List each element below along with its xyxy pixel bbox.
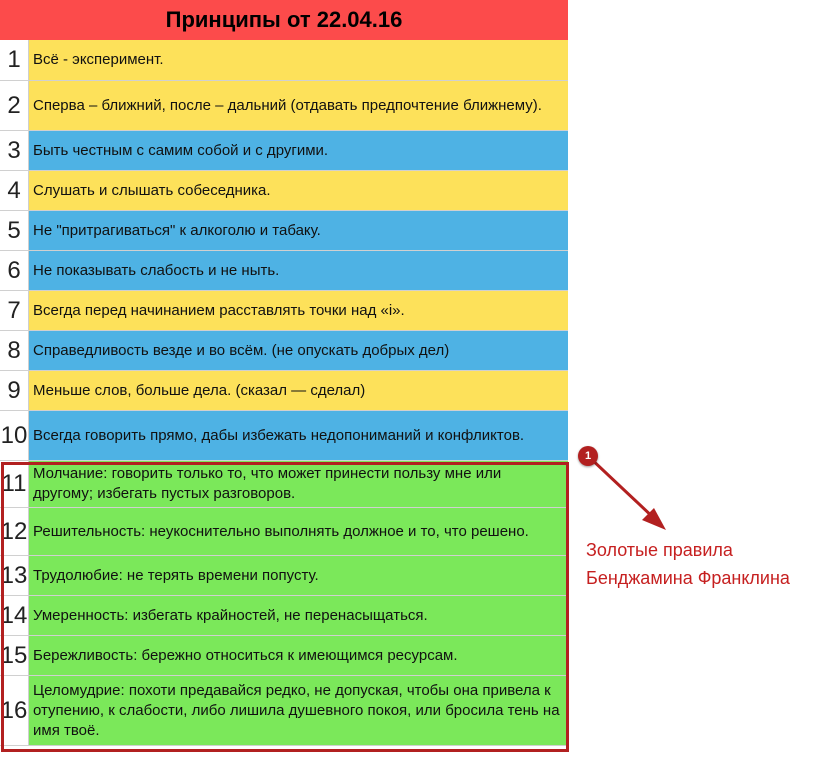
row-text[interactable]: Сперва – ближний, после – дальний (отдавать предпочтение ближнему). [29, 81, 568, 130]
row-text[interactable]: Всегда говорить прямо, дабы избежать недопониманий и конфликтов. [29, 411, 568, 460]
table-row[interactable] [0, 131, 568, 171]
row-text[interactable]: Решительность: неукоснительно выполнять должное и то, что решено. [29, 508, 568, 555]
row-text[interactable]: Не показывать слабость и не ныть. [29, 251, 568, 290]
row-text[interactable]: Справедливость везде и во всём. (не опускать добрых дел) [29, 331, 568, 370]
table-row[interactable] [0, 676, 568, 746]
row-text[interactable]: Меньше слов, больше дела. (сказал — сделал) [29, 371, 568, 410]
row-number: 13 [0, 556, 29, 595]
table-row[interactable] [0, 371, 568, 411]
row-text[interactable]: Быть честным с самим собой и с другими. [29, 131, 568, 170]
row-number: 3 [0, 131, 29, 170]
annotation-line-2: Бенджамина Франклина [586, 568, 790, 588]
row-number: 5 [0, 211, 29, 250]
row-text[interactable]: Молчание: говорить только то, что может принести пользу мне или другому; избегать пустых разговоров. [29, 461, 568, 507]
table-row[interactable] [0, 40, 568, 81]
table-row[interactable] [0, 411, 568, 461]
row-number: 7 [0, 291, 29, 330]
table-row[interactable] [0, 251, 568, 291]
table-row[interactable] [0, 556, 568, 596]
row-text[interactable]: Всё - эксперимент. [29, 40, 568, 80]
row-text[interactable]: Слушать и слышать собеседника. [29, 171, 568, 210]
annotation-badge[interactable]: 1 [578, 446, 598, 466]
row-number: 4 [0, 171, 29, 210]
row-text[interactable]: Умеренность: избегать крайностей, не перенасыщаться. [29, 596, 568, 635]
row-number: 1 [0, 40, 29, 80]
principles-table [0, 40, 568, 746]
table-row[interactable] [0, 291, 568, 331]
row-number: 12 [0, 508, 29, 555]
row-text[interactable]: Трудолюбие: не терять времени попусту. [29, 556, 568, 595]
row-number: 11 [0, 461, 29, 507]
table-row[interactable] [0, 508, 568, 556]
row-text[interactable]: Целомудрие: похоти предавайся редко, не допуская, чтобы она привела к отупению, к слабости, либо лишила душевного покоя, или бросила тень на имя твоё. [29, 676, 568, 745]
table-row[interactable] [0, 171, 568, 211]
row-number: 15 [0, 636, 29, 675]
row-text[interactable]: Бережливость: бережно относиться к имеющимся ресурсам. [29, 636, 568, 675]
row-text[interactable]: Всегда перед начинанием расставлять точки над «i». [29, 291, 568, 330]
annotation [570, 440, 816, 600]
row-number: 14 [0, 596, 29, 635]
table-row[interactable] [0, 211, 568, 251]
row-number: 2 [0, 81, 29, 130]
row-number: 8 [0, 331, 29, 370]
table-row[interactable] [0, 331, 568, 371]
row-number: 10 [0, 411, 29, 460]
table-row[interactable] [0, 636, 568, 676]
table-row[interactable] [0, 596, 568, 636]
table-row[interactable] [0, 461, 568, 508]
row-number: 9 [0, 371, 29, 410]
row-number: 16 [0, 676, 29, 745]
annotation-note [586, 536, 790, 592]
row-number: 6 [0, 251, 29, 290]
table-row[interactable] [0, 81, 568, 131]
sheet-title: Принципы от 22.04.16 [0, 0, 568, 40]
row-text[interactable]: Не "притрагиваться" к алкоголю и табаку. [29, 211, 568, 250]
annotation-line-1: Золотые правила [586, 540, 733, 560]
